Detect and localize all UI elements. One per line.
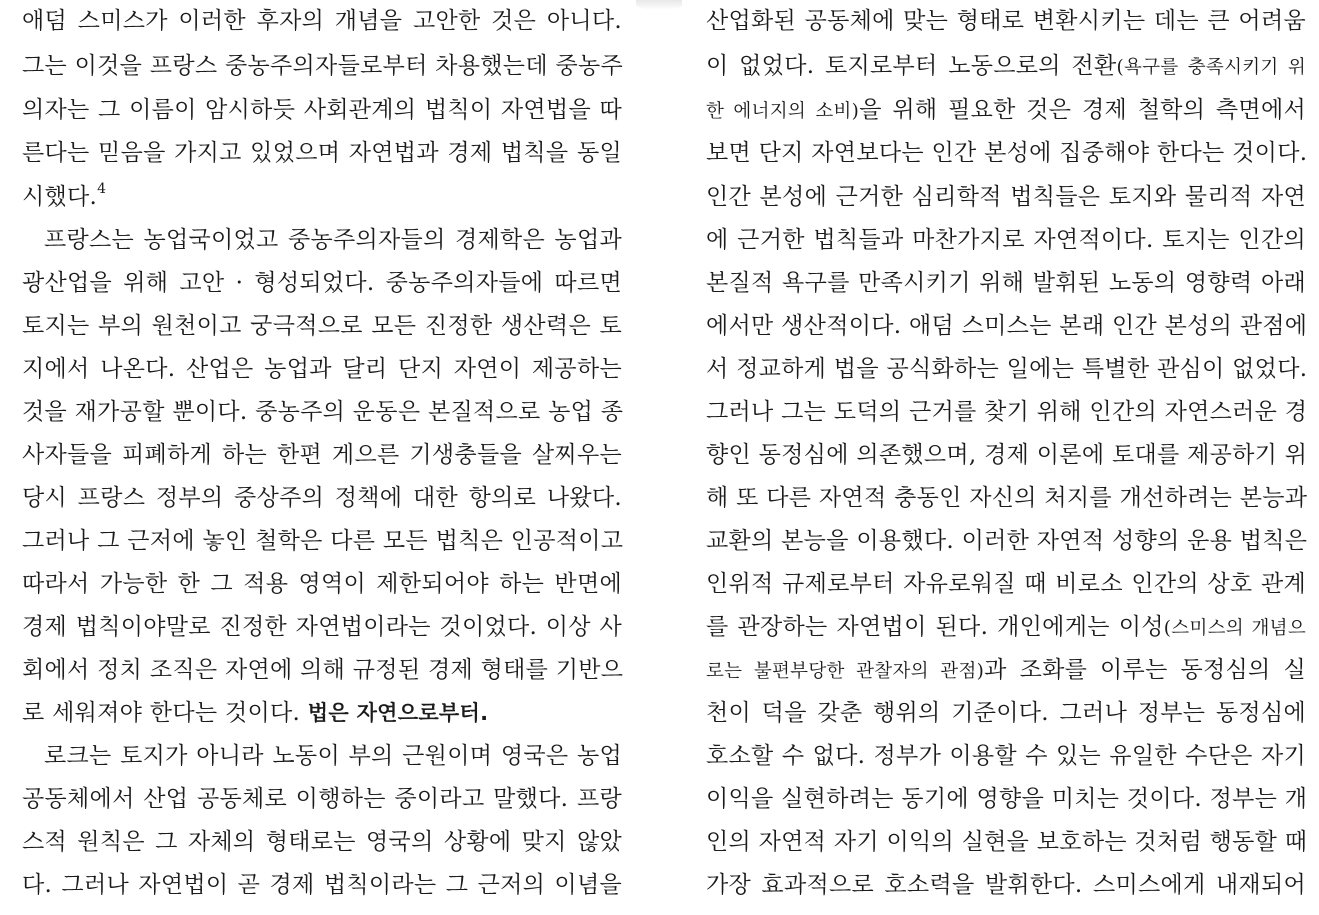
- text-line: 인위적 규제로부터 자유로워질 때 비로소 인간의 상호 관계: [706, 571, 1306, 597]
- text-line: 의자는 그 이름이 암시하듯 사회관계의 법칙이 자연법을 따: [22, 97, 622, 123]
- text-line: 가장 효과적으로 호소력을 발휘한다. 스미스에게 내재되어: [706, 872, 1306, 898]
- text-line: 로 세워져야 한다는 것이다. 법은 자연으로부터.: [22, 700, 489, 726]
- text-line: 지에서 나온다. 산업은 농업과 달리 단지 자연이 제공하는: [22, 356, 622, 382]
- text-line: 해 또 다른 자연적 충동인 자신의 처지를 개선하려는 본능과: [706, 485, 1308, 511]
- parenthetical-note: (스미스의 개념으: [1163, 618, 1306, 639]
- text-line: 한 에너지의 소비)을 위해 필요한 것은 경제 철학의 측면에서: [706, 97, 1306, 123]
- text-line: 에 근거한 법칙들과 마찬가지로 자연적이다. 토지는 인간의: [706, 227, 1306, 253]
- text-line: 애덤 스미스가 이러한 후자의 개념을 고안한 것은 아니다.: [22, 8, 622, 34]
- paragraph-first-line: 프랑스는 농업국이었고 중농주의자들의 경제학은 농업과: [44, 227, 622, 253]
- parenthetical-note: (욕구를 충족시키기 위: [1116, 57, 1306, 78]
- text-line: 호소할 수 없다. 정부가 이용할 수 있는 유일한 수단은 자기: [706, 743, 1306, 769]
- text-line: 른다는 믿음을 가지고 있었으며 자연법과 경제 법칙을 동일: [22, 140, 622, 166]
- text-line: 스적 원칙은 그 자체의 형태로는 영국의 상황에 맞지 않았: [22, 829, 622, 855]
- text-line: 시했다.$^4$: [22, 181, 107, 210]
- text-line: 를 관장하는 자연법이 된다. 개인에게는 이성(스미스의 개념으: [706, 614, 1306, 640]
- text-line: 것을 재가공할 뿐이다. 중농주의 운동은 본질적으로 농업 종: [22, 399, 624, 425]
- text-line: 교환의 본능을 이용했다. 이러한 자연적 성향의 운용 법칙은: [706, 528, 1308, 554]
- text-line: 그는 이것을 프랑스 중농주의자들로부터 차용했는데 중농주: [22, 53, 624, 79]
- text-line: 천이 덕을 갖춘 행위의 기준이다. 그러나 정부는 동정심에: [706, 700, 1306, 726]
- text-line: 서 정교하게 법을 공식화하는 일에는 특별한 관심이 없었다.: [706, 356, 1308, 382]
- text-line: 인간 본성에 근거한 심리학적 법칙들은 토지와 물리적 자연: [706, 184, 1306, 210]
- text-line: 따라서 가능한 한 그 적용 영역이 제한되어야 하는 반면에: [22, 571, 622, 597]
- text-line: 향인 동정심에 의존했으며, 경제 이론에 토대를 제공하기 위: [706, 442, 1308, 468]
- text-line: 산업화된 공동체에 맞는 형태로 변환시키는 데는 큰 어려움: [706, 8, 1306, 34]
- parenthetical-note: 한 에너지의 소비): [706, 101, 860, 122]
- text-line: 이 없었다. 토지로부터 노동으로의 전환(욕구를 충족시키기 위: [706, 53, 1306, 79]
- text-line: 로는 불편부당한 관찰자의 관점)과 조화를 이루는 동정심의 실: [706, 657, 1306, 683]
- text-line: 그러나 그는 도덕의 근거를 찾기 위해 인간의 자연스러운 경: [706, 399, 1308, 425]
- paragraph-first-line: 로크는 토지가 아니라 노동이 부의 근원이며 영국은 농업: [44, 743, 622, 769]
- text-line: 회에서 정치 조직은 자연에 의해 규정된 경제 형태를 기반으: [22, 657, 624, 683]
- text-line: 다. 그러나 자연법이 곧 경제 법칙이라는 그 근저의 이념을: [22, 872, 622, 898]
- page-gutter: [636, 0, 682, 10]
- text-line: 사자들을 피폐하게 하는 한편 게으른 기생충들을 살찌우는: [22, 442, 622, 468]
- text-line: 경제 법칙이야말로 진정한 자연법이라는 것이었다. 이상 사: [22, 614, 622, 640]
- text-line: 보면 단지 자연보다는 인간 본성에 집중해야 한다는 것이다.: [706, 140, 1308, 166]
- text-line: 이익을 실현하려는 동기에 영향을 미치는 것이다. 정부는 개: [706, 786, 1308, 812]
- parenthetical-note: 로는 불편부당한 관찰자의 관점): [706, 661, 985, 682]
- text-line: 인의 자연적 자기 이익의 실현을 보호하는 것처럼 행동할 때: [706, 829, 1308, 855]
- footnote-marker: 4: [97, 181, 107, 198]
- text-line: 공동체에서 산업 공동체로 이행하는 중이라고 말했다. 프랑: [22, 786, 622, 812]
- text-line: 본질적 욕구를 만족시키기 위해 발휘된 노동의 영향력 아래: [706, 270, 1306, 296]
- text-line: 당시 프랑스 정부의 중상주의 정책에 대한 항의로 나왔다.: [22, 485, 622, 511]
- text-line: 에서만 생산적이다. 애덤 스미스는 본래 인간 본성의 관점에: [706, 313, 1308, 339]
- bold-phrase: 법은 자연으로부터.: [307, 701, 489, 725]
- text-line: 그러나 그 근저에 놓인 철학은 다른 모든 법칙은 인공적이고: [22, 528, 624, 554]
- text-line: 광산업을 위해 고안 · 형성되었다. 중농주의자들에 따르면: [22, 270, 622, 296]
- text-line: 토지는 부의 원천이고 궁극적으로 모든 진정한 생산력은 토: [22, 313, 622, 339]
